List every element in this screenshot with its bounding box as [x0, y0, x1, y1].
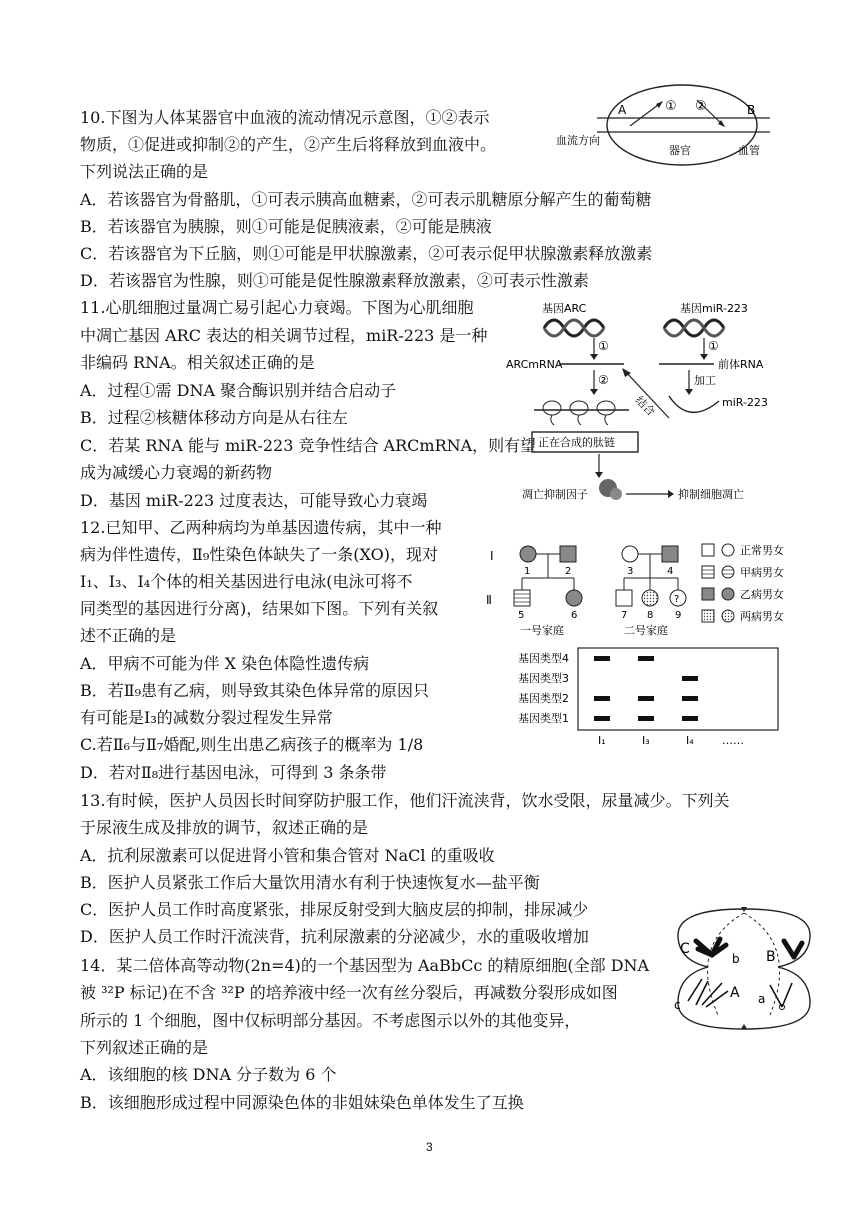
q12-family1-label: 一号家庭 [520, 624, 564, 637]
q10-label-b: B [747, 103, 756, 117]
q12-stem-line4: 同类型的基因进行分离)，结果如下图。下列有关叙 [80, 599, 439, 618]
q12-option-a: A．甲病不可能为伴 X 染色体隐性遗传病 [80, 654, 370, 673]
q10-organ-diagram [552, 80, 772, 170]
q11-stem-line2: 中凋亡基因 ARC 表达的相关调节过程，miR-223 是一种 [80, 326, 488, 345]
q11-option-c-line2: 成为减缓心力衰竭的新药物 [80, 463, 273, 482]
q12-legend-jia: 甲病男女 [740, 566, 784, 579]
q12-question-mark: ? [674, 594, 680, 605]
q14-label-b: b [732, 952, 740, 966]
q14-cell-diagram [658, 905, 830, 1035]
q11-label-mir: miR-223 [722, 396, 768, 409]
q10-label-organ: 器官 [669, 144, 691, 157]
q12-num-6: 6 [571, 610, 578, 621]
q12-option-d: D．若对Ⅱ₈进行基因电泳，可得到 3 条条带 [80, 763, 387, 782]
q14-label-B: B [766, 949, 776, 965]
q13-stem-line2: 于尿液生成及排放的调节，叙述正确的是 [80, 818, 369, 837]
q12-option-c: C.若Ⅱ₆与Ⅱ₇婚配,则生出患乙病孩子的概率为 1/8 [80, 735, 424, 754]
q12-row-3: 基因类型3 [518, 672, 569, 685]
q12-legend-both: 两病男女 [740, 610, 784, 623]
q11-label-peptide: 正在合成的肽链 [538, 436, 615, 449]
q11-arc-diagram [504, 298, 794, 513]
q10-stem-line1: 10.下图为人体某器官中血液的流动情况示意图，①②表示 [80, 108, 490, 127]
q12-num-2: 2 [565, 566, 572, 577]
q12-option-b-line2: 有可能是Ⅰ₃的减数分裂过程发生异常 [80, 708, 333, 727]
q12-col-more: …… [722, 734, 744, 746]
q11-label-gene-mir: 基因miR-223 [680, 302, 748, 315]
q12-num-1: 1 [524, 566, 531, 577]
q12-gen1-label: Ⅰ [490, 549, 494, 563]
q12-stem-line1: 12.已知甲、乙两种病均为单基因遗传病，其中一种 [80, 518, 442, 537]
q12-num-8: 8 [647, 610, 654, 621]
q10-label-flow: 血流方向 [556, 134, 600, 147]
q12-electrophoresis-diagram [512, 646, 782, 746]
q11-label-step1b: ① [708, 339, 719, 353]
q10-stem-line2: 物质，①促进或抑制②的产生，②产生后将释放到血液中。 [80, 135, 497, 154]
q14-stem-line4: 下列叙述正确的是 [80, 1038, 209, 1057]
q11-label-step1a: ① [598, 339, 609, 353]
q13-option-a: A．抗利尿激素可以促进肾小管和集合管对 NaCl 的重吸收 [80, 846, 495, 865]
q14-label-a: a [758, 992, 766, 1006]
q12-family2-label: 二号家庭 [624, 624, 668, 637]
q13-option-d: D．医护人员工作时汗流浃背，抗利尿激素的分泌减少，水的重吸收增加 [80, 927, 589, 946]
q10-label-m1: ① [665, 99, 677, 114]
q12-col-i3: Ⅰ₃ [642, 734, 650, 746]
q11-option-c-line1: C．若某 RNA 能与 miR-223 竞争性结合 ARCmRNA，则有望 [80, 436, 537, 455]
q13-stem-line1: 13.有时候，医护人员因长时间穿防护服工作，他们汗流浃背，饮水受限，尿量减少。下列关 [80, 791, 730, 810]
q12-row-4: 基因类型4 [518, 652, 569, 665]
q11-label-inhibit: 抑制细胞凋亡 [678, 488, 744, 501]
q10-option-b: B．若该器官为胰腺，则①可能是促胰液素，②可能是胰液 [80, 217, 492, 236]
q12-stem-line2: 病为伴性遗传，Ⅱ₉性染色体缺失了一条(XO)，现对 [80, 545, 439, 564]
q11-label-step2: ② [598, 373, 609, 387]
q11-label-precursor: 前体RNA [718, 358, 764, 371]
q14-label-A: A [730, 985, 740, 1001]
q14-label-C: C [680, 941, 690, 957]
q14-option-b: B．该细胞形成过程中同源染色体的非姐妹染色单体发生了互换 [80, 1093, 524, 1112]
q13-option-b: B．医护人员紧张工作后大量饮用清水有利于快速恢复水—盐平衡 [80, 873, 540, 892]
q11-stem-line3: 非编码 RNA。相关叙述正确的是 [80, 353, 315, 372]
q12-num-9: 9 [675, 610, 682, 621]
q10-label-a: A [618, 103, 627, 117]
q11-label-bind: 结合 [632, 393, 658, 419]
q11-option-b: B．过程②核糖体移动方向是从右往左 [80, 408, 348, 427]
page-number: 3 [426, 1140, 433, 1154]
q11-option-d: D．基因 miR-223 过度表达，可能导致心力衰竭 [80, 491, 428, 510]
q12-col-i4: Ⅰ₄ [686, 734, 694, 746]
q11-label-process: 加工 [694, 374, 716, 387]
q14-stem-line1: 14．某二倍体高等动物(2n=4)的一个基因型为 AaBbCc 的精原细胞(全部 DNA [80, 956, 650, 975]
q10-stem-line3: 下列说法正确的是 [80, 162, 209, 181]
q13-option-c: C．医护人员工作时高度紧张，排尿反射受到大脑皮层的抑制，排尿减少 [80, 900, 589, 919]
q12-legend-normal: 正常男女 [740, 544, 784, 557]
q12-option-b-line1: B．若Ⅱ₉患有乙病，则导致其染色体异常的原因只 [80, 681, 430, 700]
q14-label-c: c [674, 998, 681, 1012]
q12-row-1: 基因类型1 [518, 712, 569, 725]
q12-stem-line3: Ⅰ₁、Ⅰ₃、Ⅰ₄个体的相关基因进行电泳(电泳可将不 [80, 572, 413, 591]
q14-stem-line2: 被 ³²P 标记)在不含 ³²P 的培养液中经一次有丝分裂后，再减数分裂形成如图 [80, 983, 618, 1002]
q12-stem-line5: 述不正确的是 [80, 626, 177, 645]
q12-legend-yi: 乙病男女 [740, 588, 784, 601]
q12-row-2: 基因类型2 [518, 692, 569, 705]
q10-option-d: D．若该器官为性腺，则①可能是促性腺激素释放激素，②可表示性激素 [80, 271, 589, 290]
q12-num-4: 4 [667, 566, 674, 577]
q10-option-c: C．若该器官为下丘脑，则①可能是甲状腺激素，②可表示促甲状腺激素释放激素 [80, 244, 653, 263]
q11-label-arcmrna: ARCmRNA [506, 358, 563, 371]
q12-pedigree-diagram [484, 540, 814, 640]
q12-num-5: 5 [518, 610, 525, 621]
q11-label-factor: 凋亡抑制因子 [522, 488, 588, 501]
q12-num-3: 3 [627, 566, 634, 577]
q14-stem-line3: 所示的 1 个细胞，图中仅标明部分基因。不考虑图示以外的其他变异， [80, 1011, 581, 1030]
q10-label-vessel: 血管 [738, 144, 760, 157]
q11-stem-line1: 11.心肌细胞过量凋亡易引起心力衰竭。下图为心肌细胞 [80, 298, 474, 317]
q10-label-m2: ② [695, 99, 707, 114]
q11-option-a: A．过程①需 DNA 聚合酶识别并结合启动子 [80, 381, 397, 400]
q12-gen2-label: Ⅱ [486, 593, 492, 607]
q10-option-a: A．若该器官为骨骼肌，①可表示胰高血糖素，②可表示肌糖原分解产生的葡萄糖 [80, 190, 652, 209]
q14-option-a: A．该细胞的核 DNA 分子数为 6 个 [80, 1065, 337, 1084]
q11-label-gene-arc: 基因ARC [542, 302, 587, 315]
q12-col-i1: Ⅰ₁ [598, 734, 606, 746]
q12-num-7: 7 [621, 610, 628, 621]
